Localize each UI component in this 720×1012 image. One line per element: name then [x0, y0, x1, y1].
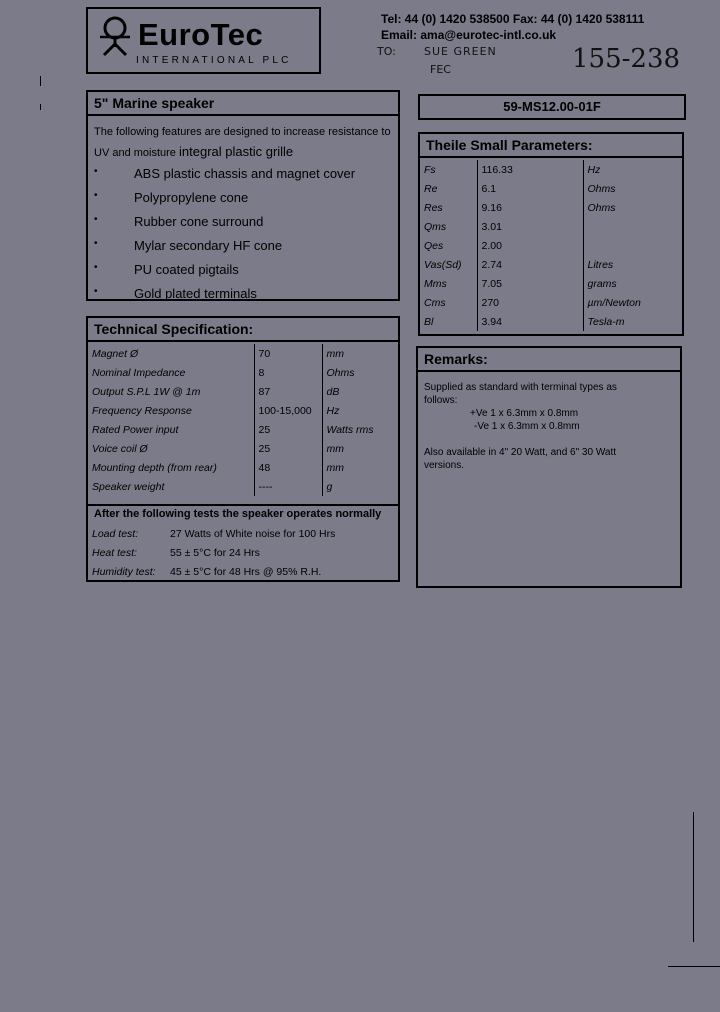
ts-row-param: Fs	[424, 163, 436, 176]
ts-row-unit: Litres	[583, 255, 682, 274]
spec-row-unit: mm	[322, 458, 398, 477]
features-intro	[94, 122, 398, 163]
spec-row-value: 87	[254, 382, 322, 401]
part-number: 59-MS12.00-01F	[418, 94, 686, 120]
ts-row-value: 116.33	[477, 160, 583, 179]
ts-row	[420, 293, 682, 312]
ts-row	[420, 274, 682, 293]
contact-phone-fax: Tel: 44 (0) 1420 538500 Fax: 44 (0) 1420 538111	[381, 12, 645, 26]
ts-row-unit: grams	[583, 274, 682, 293]
ts-row-unit: Tesla-m	[583, 312, 682, 331]
spec-row-param: Output S.P.L 1W @ 1m	[92, 385, 201, 398]
thiele-small-title: Theile Small Parameters:	[420, 134, 682, 158]
feature-item: • Rubber cone surround	[94, 214, 264, 229]
spec-row-param: Voice coil Ø	[92, 442, 148, 455]
spec-row-value: 25	[254, 420, 322, 439]
scan-mark	[668, 966, 720, 967]
spec-row-value: 8	[254, 363, 322, 382]
spec-row-unit: Watts rms	[322, 420, 398, 439]
ts-row-value: 2.74	[477, 255, 583, 274]
intro-line-1: The following features are designed to increase resistance to	[94, 126, 391, 138]
remarks-title: Remarks:	[418, 348, 680, 372]
ts-row	[420, 255, 682, 274]
ts-row-unit: Hz	[583, 160, 682, 179]
divider	[88, 504, 398, 506]
scan-mark	[40, 104, 41, 110]
spec-row	[88, 420, 398, 439]
technical-spec-title: Technical Specification:	[88, 318, 398, 342]
technical-spec-panel	[86, 316, 400, 582]
ts-row-unit	[583, 236, 682, 255]
ts-row-value: 2.00	[477, 236, 583, 255]
contact-email: Email: ama@eurotec-intl.co.uk	[381, 28, 557, 42]
logo-subtitle: INTERNATIONAL PLC	[136, 55, 292, 66]
ts-row-value: 270	[477, 293, 583, 312]
thiele-small-table	[420, 160, 682, 331]
technical-spec-table	[88, 344, 398, 496]
ts-row	[420, 217, 682, 236]
ts-row-unit: µm/Newton	[583, 293, 682, 312]
logo-figure-icon	[98, 15, 132, 59]
remarks-panel	[416, 346, 682, 588]
product-title: 5" Marine speaker	[88, 92, 398, 116]
ts-row-value: 7.05	[477, 274, 583, 293]
feature-item: • Polypropylene cone	[94, 190, 249, 205]
spec-row-param: Nominal Impedance	[92, 366, 186, 379]
ts-row	[420, 179, 682, 198]
terminal-negative: -Ve 1 x 6.3mm x 0.8mm	[474, 421, 580, 432]
handwritten-name: SUE GREEN	[424, 45, 497, 58]
spec-row-unit: mm	[322, 344, 398, 363]
spec-row-unit: Hz	[322, 401, 398, 420]
intro-line-2-feature: integral plastic grille	[179, 144, 294, 159]
spec-row	[88, 458, 398, 477]
scan-mark	[693, 812, 694, 942]
spec-row-unit: Ohms	[322, 363, 398, 382]
feature-item: • Gold plated terminals	[94, 286, 257, 301]
spec-row-value: 48	[254, 458, 322, 477]
feature-item: • ABS plastic chassis and magnet cover	[94, 166, 356, 181]
spec-row-param: Speaker weight	[92, 480, 165, 493]
spec-row-param: Rated Power input	[92, 423, 179, 436]
spec-row	[88, 382, 398, 401]
spec-row-value: 25	[254, 439, 322, 458]
intro-line-2: UV and moisture	[94, 147, 176, 159]
remarks-line: follows:	[424, 395, 458, 406]
handwritten-reference: 155-238	[572, 44, 681, 74]
spec-row-param: Frequency Response	[92, 404, 192, 417]
logo-name: EuroTec	[138, 17, 264, 52]
ts-row-param: Mms	[424, 277, 447, 290]
spec-row-value: 70	[254, 344, 322, 363]
ts-row-value: 3.01	[477, 217, 583, 236]
company-logo	[86, 7, 321, 74]
ts-row-param: Res	[424, 201, 443, 214]
spec-row-param: Magnet Ø	[92, 347, 139, 360]
handwritten-dept: FEC	[430, 63, 451, 76]
spec-row-value: 100-15,000	[254, 401, 322, 420]
ts-row	[420, 198, 682, 217]
ts-row	[420, 160, 682, 179]
remarks-line: Supplied as standard with terminal types as	[424, 382, 617, 393]
ts-row-param: Re	[424, 182, 438, 195]
product-features-panel	[86, 90, 400, 301]
ts-row-param: Qms	[424, 220, 447, 233]
spec-row-param: Mounting depth (from rear)	[92, 461, 217, 474]
spec-row	[88, 477, 398, 496]
ts-row-unit	[583, 217, 682, 236]
tests-title: After the following tests the speaker operates normally	[94, 508, 382, 520]
ts-row-param: Qes	[424, 239, 444, 252]
handwritten-to: TO:	[377, 45, 396, 58]
ts-row-value: 3.94	[477, 312, 583, 331]
remarks-availability: Also available in 4" 20 Watt, and 6" 30 Watt	[424, 447, 617, 458]
test-item: Heat test: 55 ± 5°C for 24 Hrs	[92, 547, 260, 559]
ts-row	[420, 236, 682, 255]
ts-row-value: 6.1	[477, 179, 583, 198]
remarks-availability-end: versions.	[424, 460, 465, 471]
feature-item: • Mylar secondary HF cone	[94, 238, 283, 253]
ts-row-param: Bl	[424, 315, 434, 328]
spec-row-unit: dB	[322, 382, 398, 401]
feature-item: • PU coated pigtails	[94, 262, 239, 277]
spec-row	[88, 401, 398, 420]
spec-row	[88, 439, 398, 458]
spec-row-value: ----	[254, 477, 322, 496]
terminal-positive: +Ve 1 x 6.3mm x 0.8mm	[470, 408, 579, 419]
ts-row-param: Vas(Sd)	[424, 258, 462, 271]
test-item: Load test: 27 Watts of White noise for 100 Hrs	[92, 528, 336, 540]
test-item: Humidity test: 45 ± 5°C for 48 Hrs @ 95% R.H.	[92, 566, 322, 578]
thiele-small-panel	[418, 132, 684, 336]
scan-mark	[40, 76, 41, 86]
spec-row-unit: g	[322, 477, 398, 496]
spec-row-unit: mm	[322, 439, 398, 458]
ts-row-unit: Ohms	[583, 179, 682, 198]
ts-row-param: Cms	[424, 296, 446, 309]
ts-row-unit: Ohms	[583, 198, 682, 217]
spec-row	[88, 344, 398, 363]
ts-row-value: 9.16	[477, 198, 583, 217]
spec-row	[88, 363, 398, 382]
ts-row	[420, 312, 682, 331]
